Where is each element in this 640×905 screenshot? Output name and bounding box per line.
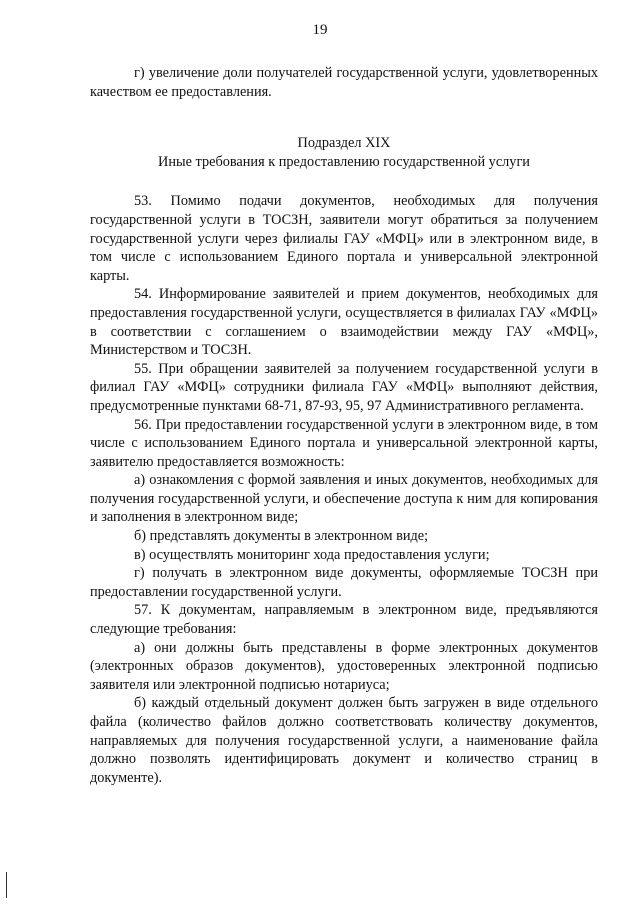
subsection-heading: Подраздел XIX <box>297 135 391 152</box>
paragraph-57a: а) они должны быть представлены в форме электронных документов (электронных образов документов), удостоверенных электронной подписью заявителя или электронной подписью нотариуса; <box>90 639 598 693</box>
document-body <box>90 64 598 787</box>
paragraph-56a: а) ознакомления с формой заявления и иных документов, необходимых для получения государственной услуги, и обеспечение доступа к ним для копирования и заполнения в электронном виде; <box>90 472 598 526</box>
paragraph-56b: б) представлять документы в электронном виде; <box>134 528 429 545</box>
paragraph-56d: г) получать в электронном виде документы, оформляемые ТОСЗН при предоставлении государственной услуги. <box>90 565 598 600</box>
paragraph-56: 56. При предоставлении государственной услуги в электронном виде, в том числе с использованием Единого портала и универсальной электронной карты, заявителю предоставляется возможность: <box>90 416 598 470</box>
scan-edge-mark <box>6 872 7 898</box>
paragraph-57b: б) каждый отдельный документ должен быть загружен в виде отдельного файла (количество файлов должно соответствовать количеству документов, направляемых для получения государственной услуги, а наименование файла должно позволять идентифицировать документ и количество страниц в документе). <box>90 695 598 786</box>
paragraph-56c: в) осуществлять мониторинг хода предоставления услуги; <box>134 546 490 563</box>
subsection-title: Иные требования к предоставлению государственной услуги <box>158 153 530 170</box>
paragraph-53: 53. Помимо подачи документов, необходимых для получения государственной услуги в ТОСЗН, заявители могут обратиться за получением государственной услуги через филиалы ГАУ «МФЦ» или в электронном виде, в том числе с использованием Единого портала и универсальной электронной карты. <box>90 193 598 284</box>
page-number: 19 <box>312 22 328 38</box>
paragraph-57: 57. К документам, направляемым в электронном виде, предъявляются следующие требования: <box>90 602 598 638</box>
paragraph-54: 54. Информирование заявителей и прием документов, необходимых для предоставления государственной услуги, осуществляется в филиалах ГАУ «МФЦ» в соответствии с соглашением о взаимодействии между ГАУ «МФЦ», Министерством и ТОСЗН. <box>90 286 598 359</box>
paragraph-52g: г) увеличение доли получателей государственной услуги, удовлетворенных качеством ее предоставления. <box>90 65 598 100</box>
paragraph-55: 55. При обращении заявителей за получением государственной услуги в филиал ГАУ «МФЦ» сотрудники филиала ГАУ «МФЦ» выполняют действия, предусмотренные пунктами 68-71, 87-93, 95, 97 Административного регламента. <box>90 360 598 414</box>
